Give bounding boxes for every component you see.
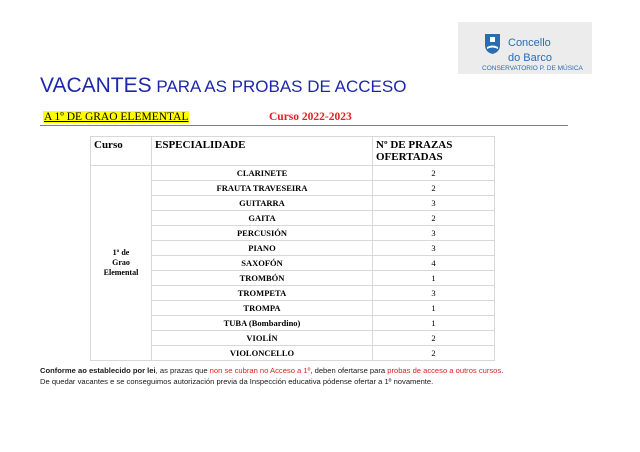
table-row: [91, 271, 495, 286]
especialidade-cell: PERCUSIÓN: [152, 226, 373, 241]
especialidade-cell: GUITARRA: [152, 196, 373, 211]
especialidade-cell: GAITA: [152, 211, 373, 226]
note-line-2: De quedar vacantes e se conseguimos autorización previa da Inspección educativa pódense ofertar a 1º novamente.: [40, 377, 434, 386]
note-bold: Conforme ao establecido por lei: [40, 366, 156, 375]
prazas-cell: 3: [373, 286, 495, 301]
group-label-cell: [91, 166, 152, 361]
curso-label: Curso 2022-2023: [269, 111, 352, 123]
prazas-cell: 2: [373, 181, 495, 196]
table-row: [91, 241, 495, 256]
prazas-cell: 3: [373, 226, 495, 241]
especialidade-cell: VIOLÍN: [152, 331, 373, 346]
prazas-cell: 2: [373, 346, 495, 361]
group-label-line: 1º de: [112, 248, 130, 257]
prazas-cell: 1: [373, 316, 495, 331]
table-row: [91, 181, 495, 196]
table-row: [91, 226, 495, 241]
especialidade-cell: VIOLONCELLO: [152, 346, 373, 361]
note-red-text: non se cubran no Acceso a 1º: [209, 366, 311, 375]
table-row: [91, 256, 495, 271]
header-prazas: Nº DE PRAZAS OFERTADAS: [373, 137, 495, 166]
especialidade-cell: TROMBÓN: [152, 271, 373, 286]
especialidade-cell: TROMPETA: [152, 286, 373, 301]
table-row: [91, 316, 495, 331]
subtitle-line: [40, 113, 568, 126]
table-row: [91, 166, 495, 181]
especialidade-cell: SAXOFÓN: [152, 256, 373, 271]
table-row: [91, 286, 495, 301]
title-vacantes: VACANTES: [40, 74, 152, 97]
logo-line-conservatorio: CONSERVATORIO P. DE MÚSICA: [482, 65, 583, 72]
vacancies-table: [90, 136, 495, 361]
prazas-cell: 3: [373, 241, 495, 256]
especialidade-cell: FRAUTA TRAVESEIRA: [152, 181, 373, 196]
prazas-cell: 4: [373, 256, 495, 271]
note-text: .: [501, 366, 504, 375]
prazas-cell: 1: [373, 271, 495, 286]
note-text: , as prazas que: [155, 366, 210, 375]
especialidade-cell: TROMPA: [152, 301, 373, 316]
group-label-line: Grao: [112, 258, 130, 267]
note-text: , deben ofertarse para: [310, 366, 388, 375]
page-title: [40, 74, 406, 98]
especialidade-cell: CLARINETE: [152, 166, 373, 181]
table-header-row: [91, 137, 495, 166]
table-row: [91, 331, 495, 346]
group-label-line: Elemental: [103, 268, 139, 277]
prazas-cell: 2: [373, 211, 495, 226]
table-row: [91, 196, 495, 211]
header-curso: Curso: [91, 137, 152, 166]
prazas-cell: 2: [373, 166, 495, 181]
title-rest: PARA AS PROBAS DE ACCESO: [151, 77, 407, 96]
header-especialidade: ESPECIALIDADE: [152, 137, 373, 166]
prazas-cell: 2: [373, 331, 495, 346]
table-row: [91, 211, 495, 226]
logo-line-barco: do Barco: [508, 52, 553, 64]
especialidade-cell: TUBA (Bombardino): [152, 316, 373, 331]
table-row: [91, 346, 495, 361]
prazas-cell: 3: [373, 196, 495, 211]
logo-line-concello: Concello: [508, 37, 551, 49]
especialidade-cell: PIANO: [152, 241, 373, 256]
coat-of-arms-icon: [484, 33, 501, 55]
conservatory-logo: [458, 22, 592, 74]
grado-label: A 1º DE GRAO ELEMENTAL: [44, 111, 189, 123]
prazas-cell: 1: [373, 301, 495, 316]
table-row: [91, 301, 495, 316]
note-red-text: probas de acceso a outros cursos: [387, 366, 502, 375]
note-line-1: [40, 366, 503, 375]
